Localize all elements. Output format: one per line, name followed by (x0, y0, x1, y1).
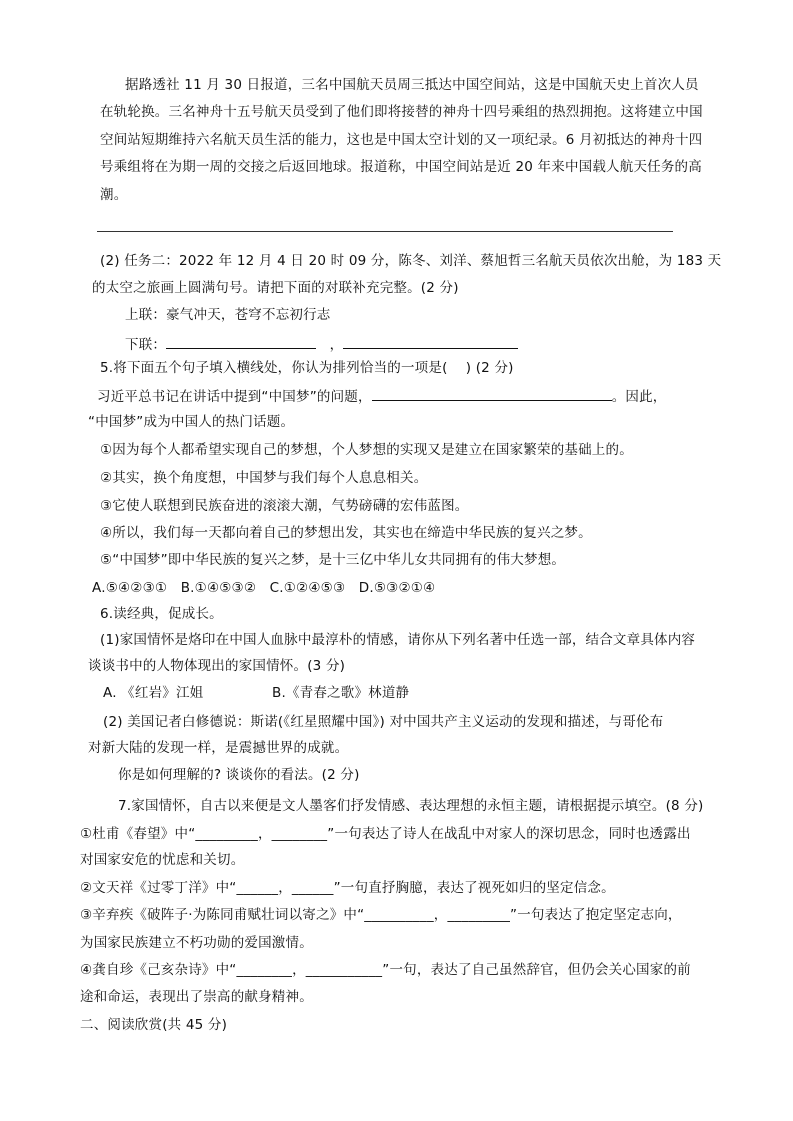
passage-line: 据路透社 11 月 30 日报道，三名中国航天员周三抵达中国空间站，这是中国航天史上首次人员 (125, 77, 699, 93)
q7-line: ④龚自珍《己亥杂诗》中“________，___________”一句，表达了自己虽然辞官，但仍会关心国家的前 (80, 962, 691, 978)
q7-line: ②文天祥《过零丁洋》中“______，______”一句直抒胸臆，表达了视死如归的坚定信念。 (80, 880, 615, 896)
option-b: B.①④⑤③② (180, 580, 257, 596)
q5-sentence: ①因为每个人都希望实现自己的梦想，个人梦想的实现又是建立在国家繁荣的基础上的。 (100, 442, 633, 458)
passage-line: 空间站短期维持六名航天员生活的能力，这也是中国太空计划的又一项纪录。6 月初抵达的神舟十四 (100, 132, 703, 148)
q5-text (97, 386, 667, 406)
q7-line: 对国家安危的忧虑和关切。 (80, 852, 245, 868)
couplet-upper: 上联：豪气冲天，苍穹不忘初行志 (125, 307, 331, 323)
option-a: A.⑤④②③① (92, 580, 168, 596)
q5-text-end: 。因此， (611, 389, 667, 405)
q5-text: “中国梦”成为中国人的热门话题。 (88, 414, 295, 430)
couplet-blank-1[interactable] (166, 334, 316, 349)
q6-p2: (2) 美国记者白修德说：斯诺(《红星照耀中国》) 对中国共产主义运动的发现和描述，与哥伦布 (103, 714, 664, 730)
q5-sentence: ④所以，我们每一天都向着自己的梦想出发，其实也在缔造中华民族的复兴之梦。 (100, 525, 592, 541)
task2-text: (2) 任务二：2022 年 12 月 4 日 20 时 09 分，陈冬、刘洋、蔡旭哲三名航天员依次出舱，为 183 天 (100, 253, 722, 269)
couplet-blank-2[interactable] (343, 334, 518, 349)
q6-option-b: B.《青春之歌》林道静 (272, 685, 410, 701)
option-c: C.①②④⑤③ (269, 580, 346, 596)
q7-title: 7.家国情怀，自古以来便是文人墨客们抒发情感、表达理想的永恒主题，请根据提示填空。(8 分) (118, 798, 704, 814)
task2-text: 的太空之旅画上圆满句号。请把下面的对联补充完整。(2 分) (92, 280, 459, 296)
q7-line: 为国家民族建立不朽功勋的爱国激情。 (80, 935, 313, 951)
passage-line: 号乘组将在为期一周的交接之后返回地球。报道称，中国空间站是近 20 年来中国载人航天任务的高 (100, 159, 702, 175)
q6-p3: 你是如何理解的? 谈谈你的看法。(2 分) (118, 767, 360, 783)
couplet-lower (125, 334, 518, 354)
q6-p1: 谈谈书中的人物体现出的家国情怀。(3 分) (88, 658, 346, 674)
q5-stem: 5.将下面五个句子填入横线处，你认为排列恰当的一项是( ) (2 分) (100, 360, 514, 376)
q5-blank[interactable] (372, 386, 612, 401)
q7-line: 途和命运，表现出了崇高的献身精神。 (80, 989, 313, 1005)
option-d: D.⑤③②①④ (358, 580, 436, 596)
q6-option-a: A. 《红岩》江姐 (103, 685, 204, 701)
q5-options (92, 579, 435, 597)
comma: ， (329, 337, 344, 353)
q5-sentence: ⑤“中国梦”即中华民族的复兴之梦，是十三亿中华儿女共同拥有的伟大梦想。 (100, 552, 566, 568)
q6-p1: (1)家国情怀是烙印在中国人血脉中最淳朴的情感，请你从下列名著中任选一部，结合文章具体内容 (100, 632, 696, 648)
q5-sentence: ③它使人联想到民族奋进的滚滚大潮，气势磅礴的宏伟蓝图。 (100, 498, 469, 514)
q5-text-start: 习近平总书记在讲话中提到“中国梦”的问题， (97, 389, 372, 405)
q6-p2: 对新大陆的发现一样，是震撼世界的成就。 (88, 740, 349, 756)
q7-line: ③辛弃疾《破阵子·为陈同甫赋壮词以寄之》中“__________，_________”一句表达了抱定坚定志向， (80, 907, 682, 923)
answer-line (97, 231, 673, 232)
passage-line: 潮。 (100, 187, 128, 203)
q7-line: ①杜甫《春望》中“_________，________”一句表达了诗人在战乱中对家人的深切思念，同时也透露出 (80, 826, 691, 842)
passage-line: 在轨轮换。三名神舟十五号航天员受到了他们即将接替的神舟十四号乘组的热烈拥抱。这将建立中国 (100, 104, 703, 120)
q6-title: 6.读经典，促成长。 (100, 606, 223, 622)
section-heading: 二、阅读欣赏(共 45 分) (80, 1017, 228, 1033)
couplet-lower-label: 下联： (125, 337, 167, 353)
q5-sentence: ②其实，换个角度想，中国梦与我们每个人息息相关。 (100, 470, 428, 486)
